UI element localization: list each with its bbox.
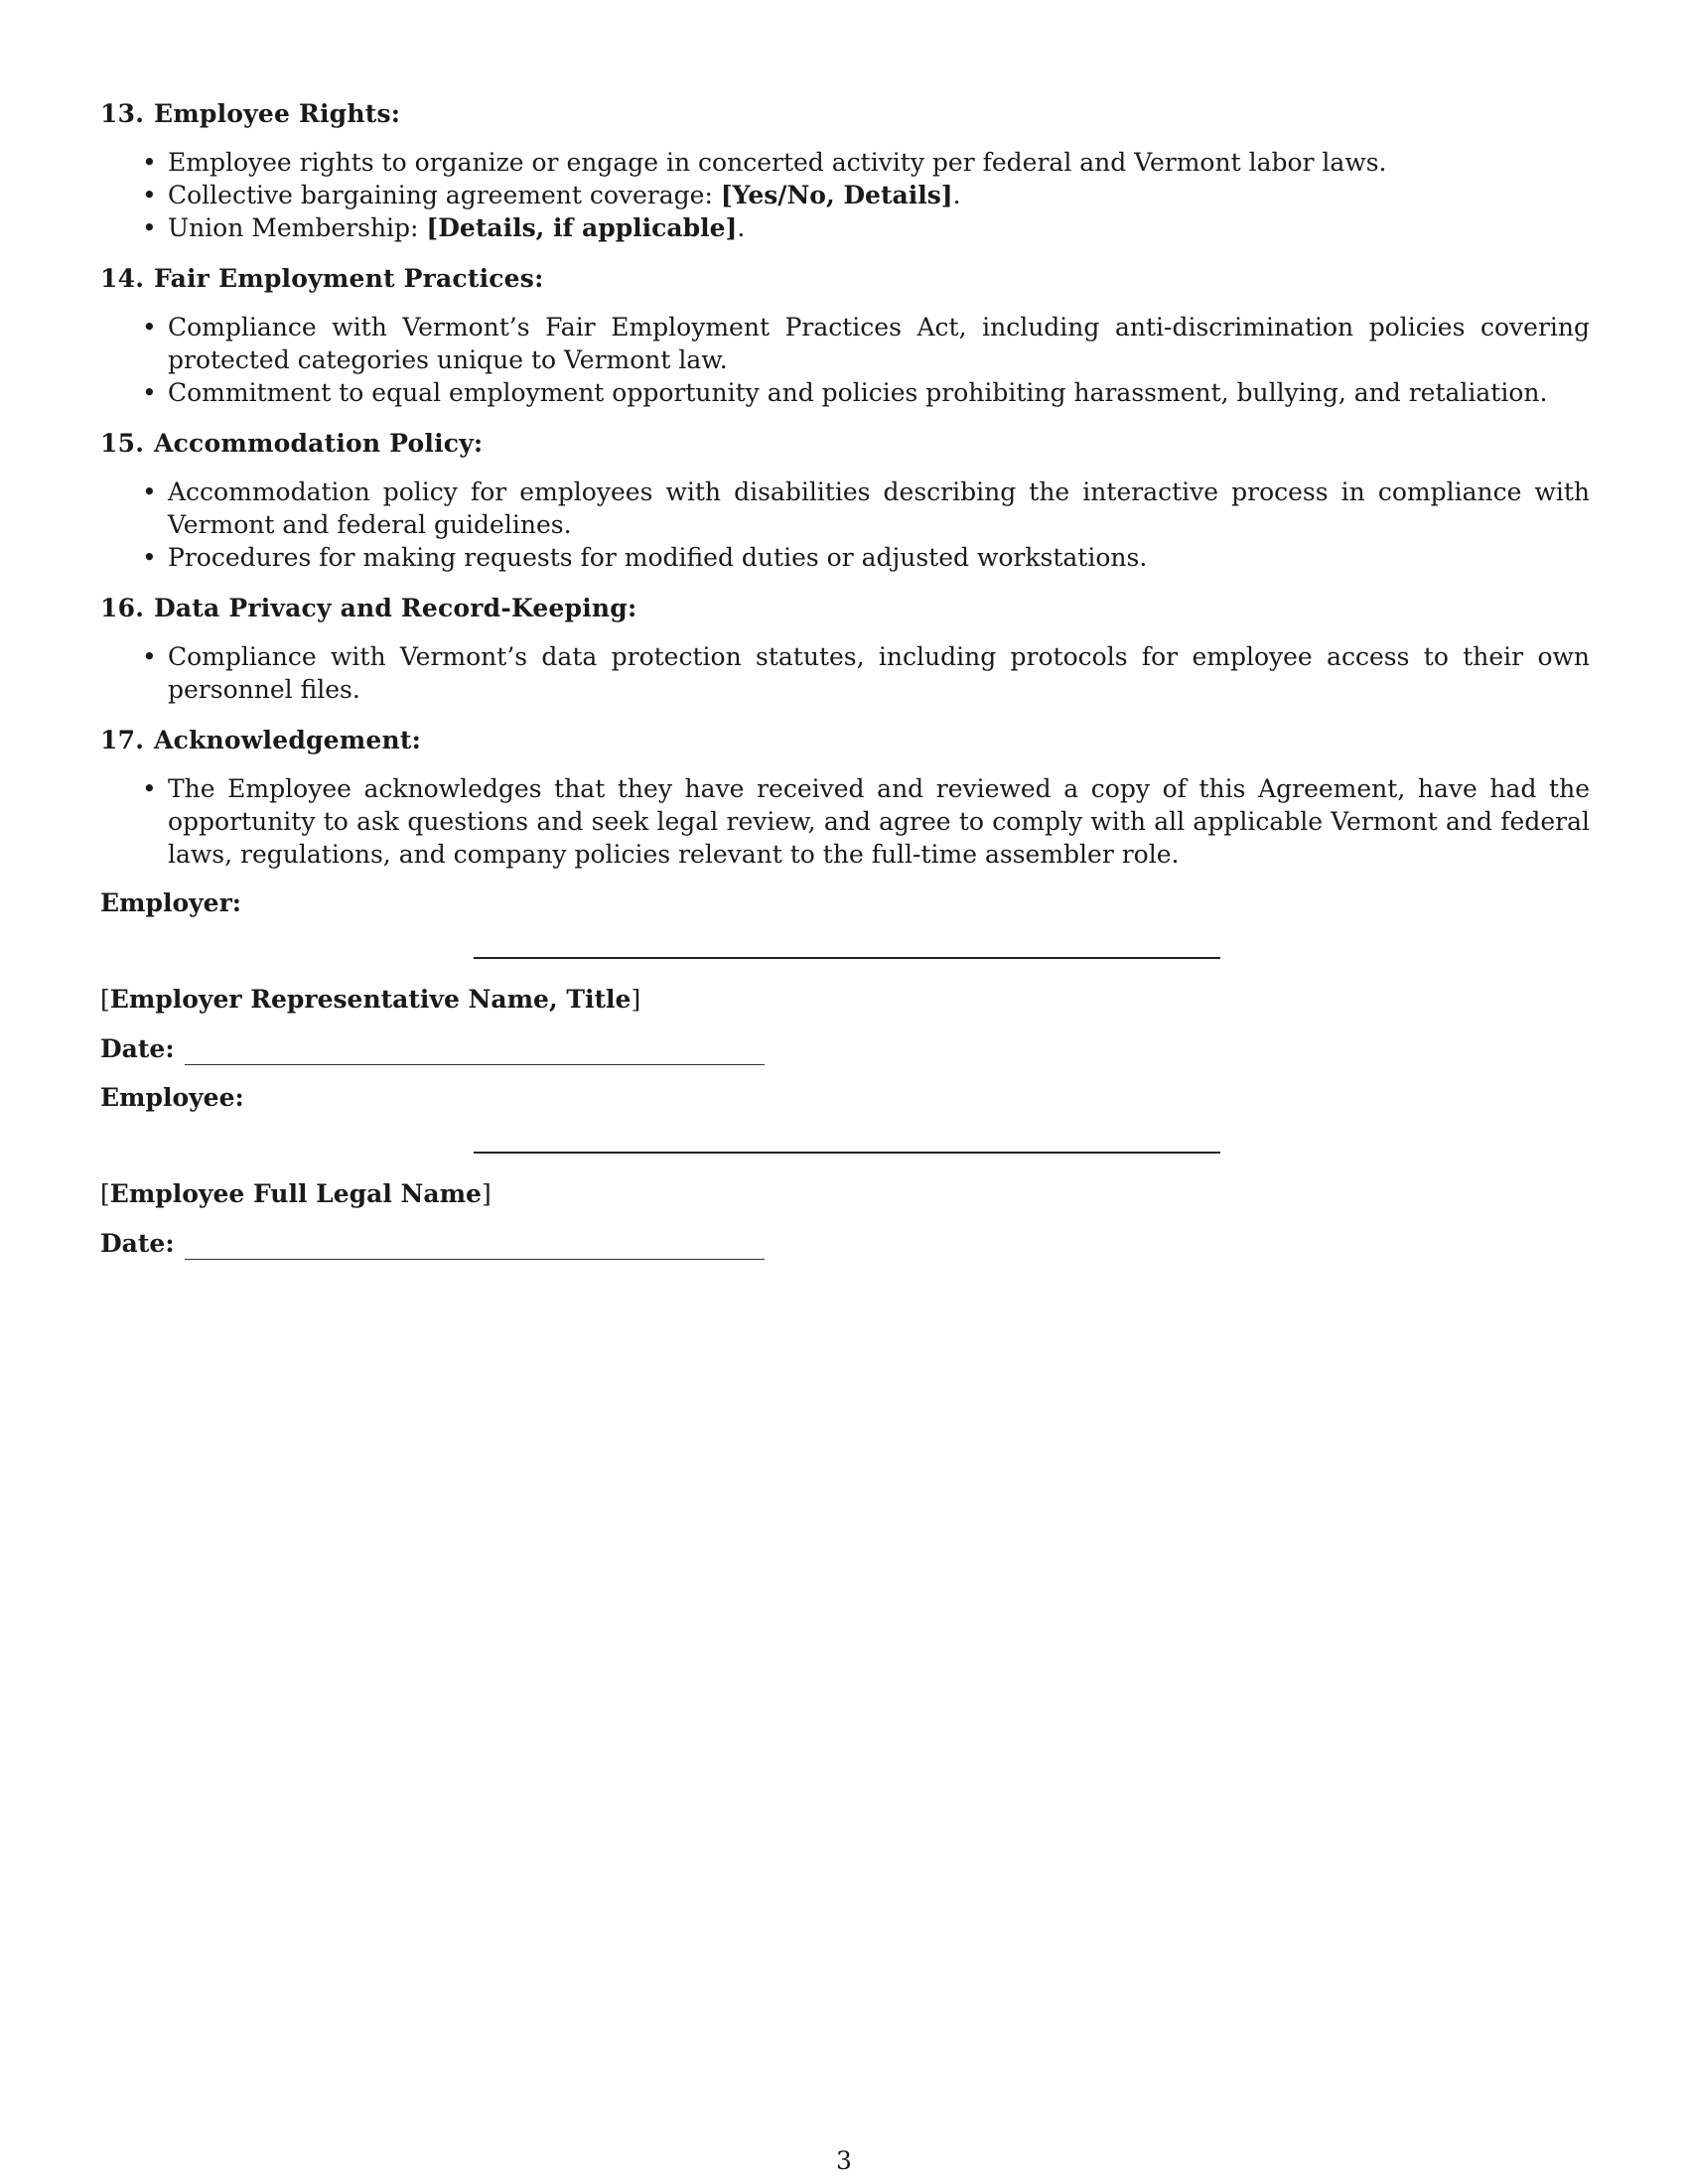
list-item-text: Collective bargaining agreement coverage:: [168, 181, 721, 209]
bullet-list: [100, 311, 1590, 409]
bullet-icon: •: [142, 478, 157, 506]
bullet-icon: •: [142, 543, 157, 572]
bullet-icon: •: [142, 313, 157, 341]
list-item: [100, 476, 1590, 541]
employer-date-row: [100, 1032, 1590, 1065]
section-13: [100, 97, 1590, 244]
employee-signature-block: [100, 1081, 1590, 1260]
section-title: Fair Employment Practices:: [154, 264, 544, 293]
employer-signature-line[interactable]: [474, 957, 1220, 959]
bracket-close: ]: [631, 985, 641, 1014]
section-number: 13.: [100, 99, 145, 128]
list-item: [100, 376, 1590, 409]
section-number: 17.: [100, 726, 145, 754]
bullet-list: [100, 146, 1590, 244]
list-item: [100, 640, 1590, 706]
employee-date-label: Date:: [100, 1229, 175, 1258]
bullet-list: [100, 640, 1590, 706]
bracket-open: [: [100, 1179, 110, 1208]
section-title: Acknowledgement:: [154, 726, 422, 754]
employee-name-text: Employee Full Legal Name: [109, 1179, 482, 1208]
employer-name-placeholder: [100, 983, 1590, 1016]
bullet-icon: •: [142, 148, 157, 177]
section-number: 14.: [100, 264, 145, 293]
list-item-text: Union Membership:: [168, 213, 427, 242]
section-heading: [100, 97, 1590, 130]
section-number: 15.: [100, 429, 145, 458]
list-item-text: Commitment to equal employment opportunity and policies prohibiting harassment, bullying, and retaliation.: [168, 378, 1548, 407]
page-number: 3: [836, 2146, 852, 2175]
section-16: [100, 592, 1590, 706]
employee-signature-line[interactable]: [474, 1152, 1220, 1154]
list-item: [100, 541, 1590, 574]
bullet-list: [100, 476, 1590, 574]
bracket-open: [: [100, 985, 110, 1014]
list-item-text: Employee rights to organize or engage in concerted activity per federal and Vermont labor laws.: [168, 148, 1387, 177]
placeholder-field: [Yes/No, Details]: [720, 181, 953, 209]
document-page: [100, 97, 1590, 1260]
section-heading: [100, 427, 1590, 460]
employee-label: Employee:: [100, 1083, 244, 1112]
bracket-close: ]: [481, 1179, 492, 1208]
section-15: [100, 427, 1590, 574]
employer-label: Employer:: [100, 888, 241, 917]
list-item: [100, 211, 1590, 244]
employer-name-text: Employer Representative Name, Title: [109, 985, 632, 1014]
list-item: [100, 146, 1590, 179]
bullet-icon: •: [142, 642, 157, 671]
employer-date-field[interactable]: [185, 1038, 765, 1065]
section-title: Employee Rights:: [154, 99, 401, 128]
bullet-list: [100, 772, 1590, 871]
list-item-text: Compliance with Vermont’s Fair Employment Practices Act, including anti-discrimination policies covering protected categories unique to Vermont law.: [168, 313, 1590, 374]
list-item: [100, 311, 1590, 376]
section-number: 16.: [100, 594, 145, 622]
bullet-icon: •: [142, 378, 157, 407]
list-item-text: .: [952, 181, 961, 209]
placeholder-field: [Details, if applicable]: [426, 213, 738, 242]
section-17: [100, 724, 1590, 871]
list-item-text: The Employee acknowledges that they have received and reviewed a copy of this Agreement, have had the opportunity to ask questions and seek legal review, and agree to comply with all applicable Vermont and federal laws, regulations, and company policies relevant to the full-time assembler role.: [168, 774, 1590, 869]
employer-date-label: Date:: [100, 1034, 175, 1063]
employee-date-row: [100, 1227, 1590, 1260]
list-item: [100, 772, 1590, 871]
list-item-text: .: [737, 213, 746, 242]
section-heading: [100, 592, 1590, 624]
bullet-icon: •: [142, 774, 157, 803]
employer-signature-block: [100, 887, 1590, 1065]
list-item-text: Procedures for making requests for modified duties or adjusted workstations.: [168, 543, 1148, 572]
bullet-icon: •: [142, 181, 157, 209]
section-heading: [100, 724, 1590, 756]
section-title: Data Privacy and Record-Keeping:: [154, 594, 637, 622]
list-item: [100, 179, 1590, 211]
section-title: Accommodation Policy:: [154, 429, 484, 458]
section-heading: [100, 262, 1590, 295]
list-item-text: Compliance with Vermont’s data protection statutes, including protocols for employee access to their own personnel files.: [168, 642, 1590, 704]
section-14: [100, 262, 1590, 409]
bullet-icon: •: [142, 213, 157, 242]
employee-date-field[interactable]: [185, 1233, 765, 1260]
list-item-text: Accommodation policy for employees with disabilities describing the interactive process in compliance with Vermont and federal guidelines.: [168, 478, 1590, 539]
employee-name-placeholder: [100, 1177, 1590, 1210]
